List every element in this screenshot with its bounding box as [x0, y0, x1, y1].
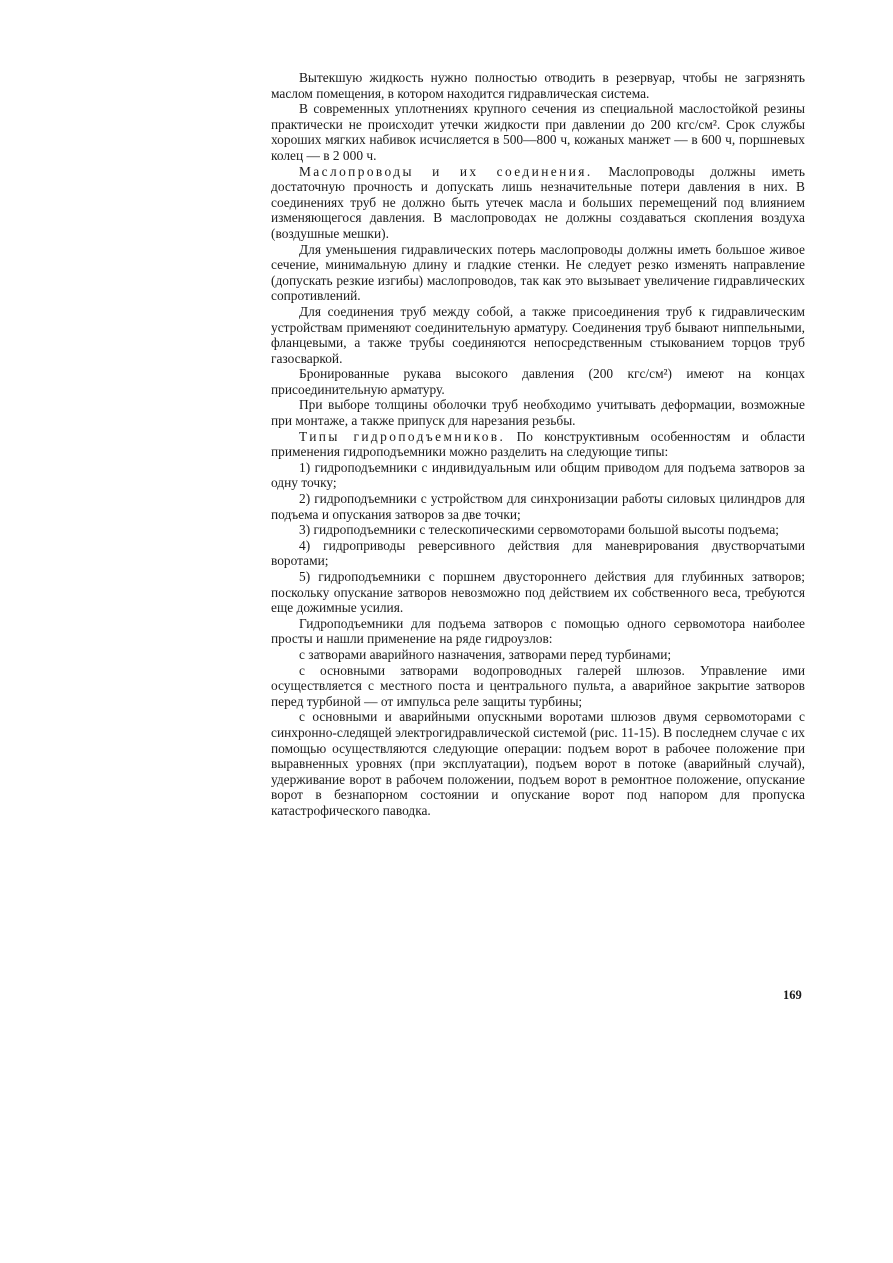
paragraph: Вытекшую жидкость нужно полностью отводить в резервуар, чтобы не загрязнять маслом помещения, в котором находится гидравлическая система.: [271, 70, 805, 101]
paragraph: с затворами аварийного назначения, затворами перед турбинами;: [299, 646, 672, 662]
paragraph: В современных уплотнениях крупного сечения из специальной маслостойкой резины практически не происходит утечки жидкости при давлении до 200 кгс/см². Срок службы хороших мягких набивок исчисляется в 500—800 ч, кожаных манжет — в 600 ч, поршневых колец — в 2 000 ч.: [271, 101, 805, 163]
page-number: 169: [783, 988, 802, 1002]
paragraph: Гидроподъемники для подъема затворов с помощью одного сервомотора наиболее просты и нашли применение на ряде гидроузлов:: [271, 615, 805, 647]
paragraph: с основными и аварийными опускными воротами шлюзов двумя сервомоторами с синхронно-следящей электрогидравлической системой (рис. 11-15). В последнем случае с их помощью осуществляются следующие операции: подъем ворот в рабочее положение при выравненных уровнях (при эксплуатации), подъем ворот в потоке (аварийный случай), удерживание ворот в рабочем положении, подъем ворот в ремонтное положение, опускание ворот в безнапорном состоянии и опускание ворот под напором для пропуска катастрофического паводка.: [271, 709, 805, 818]
paragraph: с основными затворами водопроводных галерей шлюзов. Управление ими осуществляется с местного поста и центрального пульта, а аварийное закрытие затворов перед турбиной — от импульса реле защиты турбины;: [271, 662, 805, 709]
list-item: 5) гидроподъемники с поршнем двустороннего действия для глубинных затворов; поскольку опускание затворов невозможно под действием их собственного веса, требуются еще дожимные усилия.: [271, 569, 805, 616]
list-item: 2) гидроподъемники с устройством для синхронизации работы силовых цилиндров для подъема и опускания затворов за две точки;: [271, 491, 805, 522]
paragraph: Типы гидроподъемников. По конструктивным особенностям и области применения гидроподъемники можно разделить на следующие типы:: [271, 428, 805, 460]
section-heading: Типы гидроподъемников.: [299, 428, 506, 444]
paragraph: Маслопроводы и их соединения. Маслопроводы должны иметь достаточную прочность и допускать лишь незначительные потери давления в них. В соединениях труб не должно быть утечек масла и больших перемещений под влиянием изменяющегося давления. В маслопроводах не должны создаваться скопления воздуха (воздушные мешки).: [271, 163, 805, 241]
paragraph: Для уменьшения гидравлических потерь маслопроводы должны иметь большое живое сечение, минимальную длину и гладкие стенки. Не следует резко изменять направление (допускать резкие изгибы) маслопроводов, так как это вызывает увеличение гидравлических сопротивлений.: [271, 241, 805, 304]
list-item: 4) гидроприводы реверсивного действия для маневрирования двустворчатыми воротами;: [271, 537, 805, 569]
body-text: [271, 70, 805, 819]
list-item: 1) гидроподъемники с индивидуальным или общим приводом для подъема затворов за одну точку;: [271, 459, 805, 491]
paragraph: При выборе толщины оболочки труб необходимо учитывать деформации, возможные при монтаже, а также припуск для нарезания резьбы.: [271, 397, 805, 429]
paragraph: Бронированные рукава высокого давления (200 кгс/см²) имеют на концах присоединительную арматуру.: [271, 366, 805, 397]
paragraph: Для соединения труб между собой, а также присоединения труб к гидравлическим устройствам применяют соединительную арматуру. Соединения труб бывают ниппельными, фланцевыми, а также трубы соединяются непосредственным стыкованием торцов труб газосваркой.: [271, 303, 805, 366]
list-item: 3) гидроподъемники с телескопическими сервомоторами большой высоты подъема;: [299, 522, 780, 538]
section-heading: Маслопроводы и их соединения.: [299, 163, 593, 179]
